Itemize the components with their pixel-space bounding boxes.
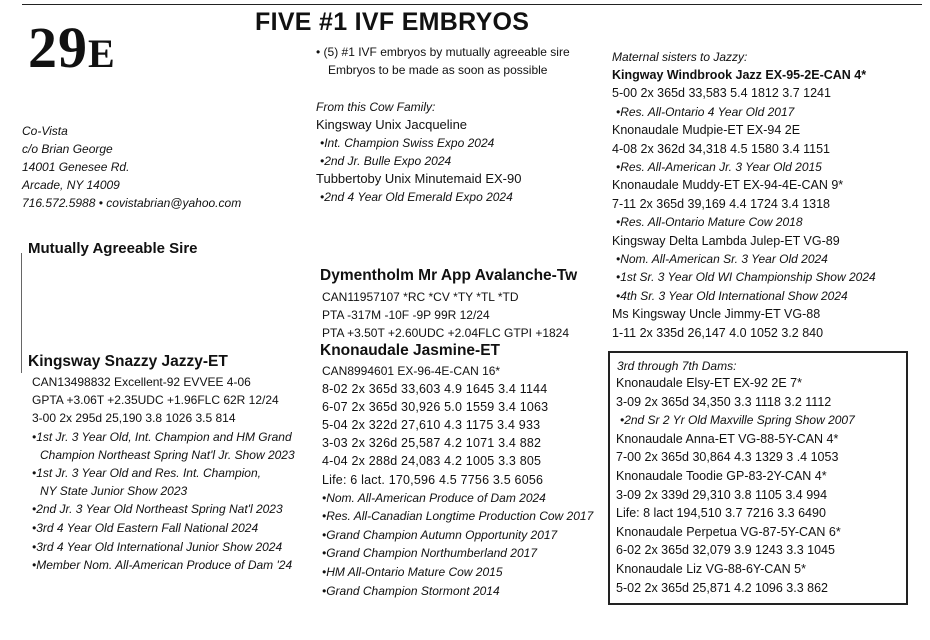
lot-suffix: E — [88, 31, 116, 76]
dams-line: 7-00 2x 365d 30,864 4.3 1329 3 .4 1053 — [616, 450, 839, 465]
subject-name: Kingsway Snazzy Jazzy-ET — [28, 353, 228, 370]
consignor-street: 14001 Genesee Rd. — [22, 160, 130, 174]
page-title: FIVE #1 IVF EMBRYOS — [255, 8, 530, 36]
dams-line: 6-02 2x 365d 32,079 3.9 1243 3.3 1045 — [616, 543, 835, 558]
dams-heading: 3rd through 7th Dams: — [617, 359, 737, 373]
dam-record: 6-07 2x 365d 30,926 5.0 1559 3.4 1063 — [322, 400, 549, 414]
subject-award: NY State Junior Show 2023 — [40, 484, 188, 498]
dams-line: Knonaudale Perpetua VG-87-5Y-CAN 6* — [616, 524, 841, 539]
family-line: •2nd 4 Year Old Emerald Expo 2024 — [320, 190, 513, 204]
dam-award: •Grand Champion Northumberland 2017 — [322, 546, 537, 560]
top-rule — [22, 4, 922, 5]
dam-lifetime-record: Life: 6 lact. 170,596 4.5 7756 3.5 6056 — [322, 473, 544, 487]
maternal-heading: Maternal sisters to Jazzy: — [612, 50, 748, 64]
lot-number — [28, 15, 116, 84]
subject-award: •1st Jr. 3 Year Old, Int. Champion and HM Grand — [32, 430, 292, 444]
maternal-line: 7-11 2x 365d 39,169 4.4 1724 3.4 1318 — [612, 196, 831, 211]
dams-line: 5-02 2x 365d 25,871 4.2 1096 3.3 862 — [616, 580, 828, 595]
subject-line: CAN13498832 Excellent-92 EVVEE 4-06 — [32, 375, 251, 389]
dam-award: •Grand Champion Stormont 2014 — [322, 584, 500, 598]
subject-award: •3rd 4 Year Old International Junior Show 2024 — [32, 540, 283, 554]
consignor-phone-email: 716.572.5988 • covistabrian@yahoo.com — [22, 196, 242, 210]
maternal-line: 1-11 2x 335d 26,147 4.0 1052 3.2 840 — [612, 325, 824, 340]
maternal-line: 5-00 2x 365d 33,583 5.4 1812 3.7 1241 — [612, 86, 831, 101]
maternal-line: Kingsway Delta Lambda Julep-ET VG-89 — [612, 233, 840, 248]
family-line: •Int. Champion Swiss Expo 2024 — [320, 136, 495, 150]
dams-line: Knonaudale Elsy-ET EX-92 2E 7* — [616, 376, 802, 390]
dam-record: 5-04 2x 322d 27,610 4.3 1175 3.4 933 — [322, 418, 541, 432]
dam-award: •Nom. All-American Produce of Dam 2024 — [322, 491, 546, 505]
subject-award: •2nd Jr. 3 Year Old Northeast Spring Nat'l 2023 — [32, 502, 283, 516]
consignor-city: Arcade, NY 14009 — [22, 178, 120, 192]
dams-line: 3-09 2x 365d 34,350 3.3 1118 3.2 1112 — [616, 394, 832, 409]
offer-line-2: Embryos to be made as soon as possible — [328, 63, 548, 77]
dam-award: •Grand Champion Autumn Opportunity 2017 — [322, 528, 558, 542]
sire-line: CAN11957107 *RC *CV *TY *TL *TD — [322, 290, 519, 304]
maternal-line: Kingway Windbrook Jazz EX-95-2E-CAN 4* — [612, 68, 867, 82]
dams-line: Life: 8 lact 194,510 3.7 7216 3.3 6490 — [616, 506, 826, 521]
dam-record: 3-03 2x 326d 25,587 4.2 1071 3.4 882 — [322, 436, 542, 450]
dam-award: •HM All-Ontario Mature Cow 2015 — [322, 565, 503, 579]
dam-award: •Res. All-Canadian Longtime Production Cow 2017 — [322, 509, 594, 523]
dam-record: 8-02 2x 365d 33,603 4.9 1645 3.4 1144 — [322, 382, 548, 396]
maternal-line: •4th Sr. 3 Year Old International Show 2024 — [616, 288, 848, 303]
maternal-line: •1st Sr. 3 Year Old WI Championship Show 2024 — [616, 270, 876, 285]
sire-name: Dymentholm Mr App Avalanche-Tw — [320, 267, 578, 284]
maternal-line: Knonaudale Mudpie-ET EX-94 2E — [612, 123, 801, 138]
subject-line: 3-00 2x 295d 25,190 3.8 1026 3.5 814 — [32, 411, 236, 425]
sire-line: PTA +3.50T +2.60UDC +2.04FLC GTPI +1824 — [322, 326, 570, 340]
dams-line: Knonaudale Anna-ET VG-88-5Y-CAN 4* — [616, 431, 839, 446]
sire-heading: Mutually Agreeable Sire — [28, 240, 198, 257]
dam-name: Knonaudale Jasmine-ET — [320, 342, 501, 359]
dams-line: Knonaudale Toodie GP-83-2Y-CAN 4* — [616, 469, 827, 483]
pedigree-bracket — [21, 253, 22, 373]
family-heading: From this Cow Family: — [316, 100, 436, 114]
maternal-line: •Res. All-Ontario Mature Cow 2018 — [616, 215, 803, 230]
sire-line: PTA -317M -10F -9P 99R 12/24 — [322, 308, 490, 322]
dam-registration: CAN8994601 EX-96-4E-CAN 16* — [322, 364, 501, 378]
dams-line: •2nd Sr 2 Yr Old Maxville Spring Show 2007 — [620, 413, 855, 428]
family-line: •2nd Jr. Bulle Expo 2024 — [320, 154, 452, 168]
consignor-contact: c/o Brian George — [22, 142, 113, 156]
subject-award: •3rd 4 Year Old Eastern Fall National 2024 — [32, 521, 259, 535]
consignor-name: Co-Vista — [22, 124, 68, 138]
subject-award: Champion Northeast Spring Nat'l Jr. Show 2023 — [40, 448, 295, 462]
dams-line: 3-09 2x 339d 29,310 3.8 1105 3.4 994 — [616, 487, 828, 502]
maternal-line: •Nom. All-American Sr. 3 Year Old 2024 — [616, 252, 828, 266]
maternal-line: Ms Kingsway Uncle Jimmy-ET VG-88 — [612, 307, 821, 322]
subject-award: •Member Nom. All-American Produce of Dam '24 — [32, 558, 293, 572]
lot-digits: 29 — [28, 15, 88, 80]
maternal-line: 4-08 2x 362d 34,318 4.5 1580 3.4 1151 — [612, 141, 831, 156]
subject-line: GPTA +3.06T +2.35UDC +1.96FLC 62R 12/24 — [32, 393, 279, 407]
subject-award: •1st Jr. 3 Year Old and Res. Int. Champion, — [32, 466, 261, 480]
dams-line: Knonaudale Liz VG-88-6Y-CAN 5* — [616, 562, 806, 576]
family-line: Tubbertoby Unix Minutemaid EX-90 — [316, 171, 522, 186]
maternal-line: •Res. All-American Jr. 3 Year Old 2015 — [616, 160, 822, 174]
maternal-line: •Res. All-Ontario 4 Year Old 2017 — [616, 104, 795, 119]
dam-record: 4-04 2x 288d 24,083 4.2 1005 3.3 805 — [322, 454, 542, 468]
family-line: Kingsway Unix Jacqueline — [316, 117, 468, 132]
offer-line-1: • (5) #1 IVF embryos by mutually agreeable sire — [316, 45, 570, 59]
maternal-line: Knonaudale Muddy-ET EX-94-4E-CAN 9* — [612, 178, 844, 193]
